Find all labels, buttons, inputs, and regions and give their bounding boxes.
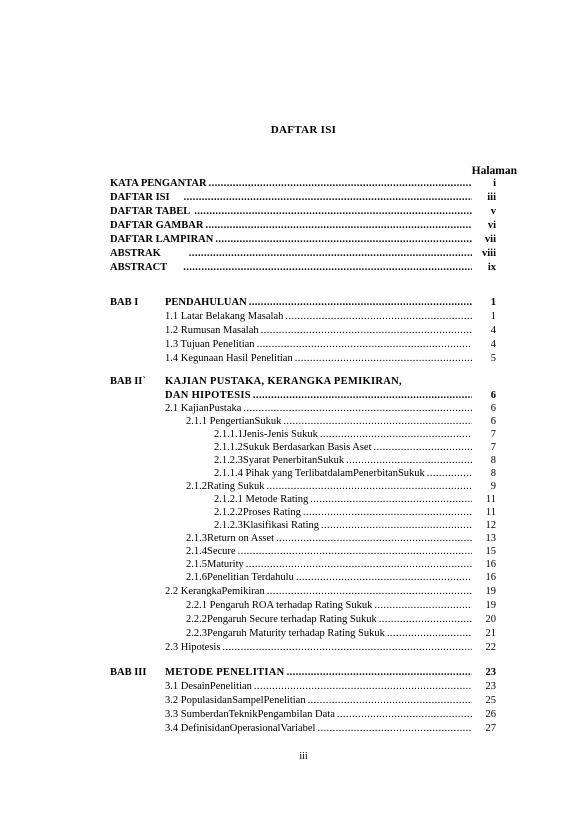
toc-page: 1 (490, 297, 496, 308)
toc-entry-kata-pengantar[interactable] (110, 177, 496, 191)
toc-entry[interactable] (165, 338, 496, 352)
toc-page: 19 (485, 586, 496, 597)
leader-dots (238, 545, 472, 559)
toc-label: ABSTRAK (110, 248, 161, 259)
leader-dots (321, 519, 472, 533)
toc-page: 26 (485, 709, 496, 720)
toc-label: 2.1 KajianPustaka (165, 403, 242, 414)
toc-label: 3.4 DefinisidanOperasionalVariabel (165, 723, 316, 734)
leader-dots (285, 310, 472, 324)
toc-entry-abstrak[interactable] (110, 247, 496, 261)
toc-page: iii (487, 192, 496, 203)
toc-entry[interactable] (165, 352, 496, 366)
toc-page: vii (484, 234, 496, 245)
leader-dots (267, 585, 472, 599)
leader-dots (183, 261, 472, 275)
toc-page: i (493, 178, 496, 189)
leader-dots (320, 428, 472, 442)
toc-page: 22 (485, 642, 496, 653)
toc-label: 2.1.2.3Syarat PenerbitanSukuk (214, 455, 345, 466)
toc-page: 4 (490, 325, 496, 336)
toc-label: 2.2 KerangkaPemikiran (165, 586, 265, 597)
toc-entry[interactable] (186, 627, 496, 641)
toc-label: 2.1.1.4 Pihak yang TerlibatdalamPenerbitanSukuk (214, 468, 425, 479)
toc-label: DAFTAR GAMBAR (110, 220, 204, 231)
toc-page: vi (487, 220, 496, 231)
toc-page: ix (487, 262, 496, 273)
leader-dots (254, 680, 472, 694)
chapter-number: BAB II` (110, 376, 146, 387)
toc-page: 13 (485, 533, 496, 544)
leader-dots (374, 599, 472, 613)
leader-dots (317, 722, 472, 736)
toc-label: 2.1.4Secure (186, 546, 236, 557)
leader-dots (295, 352, 472, 366)
toc-entry-daftar-lampiran[interactable] (110, 233, 496, 247)
leader-dots (194, 205, 472, 219)
toc-label: 3.2 PopulasidanSampelPenelitian (165, 695, 306, 706)
toc-page: 8 (490, 468, 496, 479)
toc-page: 23 (485, 681, 496, 692)
toc-page: 27 (485, 723, 496, 734)
toc-page: 6 (490, 390, 496, 401)
leader-dots (257, 338, 472, 352)
leader-dots (215, 233, 472, 247)
toc-entry[interactable] (214, 493, 496, 507)
leader-dots (337, 708, 472, 722)
toc-entry[interactable] (186, 571, 496, 585)
leader-dots (205, 219, 472, 233)
toc-entry[interactable] (214, 454, 496, 468)
toc-label: 2.1.6Penelitian Terdahulu (186, 572, 294, 583)
toc-page: 1 (490, 311, 496, 322)
leader-dots (379, 613, 472, 627)
toc-entry[interactable] (214, 467, 496, 481)
page-number: iii (299, 751, 308, 762)
leader-dots (189, 247, 472, 261)
toc-label: 2.1.1 PengertianSukuk (186, 416, 282, 427)
toc-entry[interactable] (186, 532, 496, 546)
chapter-number: BAB I (110, 297, 139, 308)
toc-entry[interactable] (214, 506, 496, 520)
leader-dots (246, 558, 472, 572)
toc-page: 21 (485, 628, 496, 639)
toc-label: 1.3 Tujuan Penelitian (165, 339, 255, 350)
toc-page: 12 (485, 520, 496, 531)
toc-label: 2.1.1.1Jenis-Jenis Sukuk (214, 429, 318, 440)
toc-label: 2.1.3Return on Asset (186, 533, 275, 544)
toc-entry-daftar-gambar[interactable] (110, 219, 496, 233)
toc-label: 2.1.1.2Sukuk Berdasarkan Basis Aset (214, 442, 372, 453)
toc-entry[interactable] (165, 680, 496, 694)
toc-entry-chapter-2[interactable] (165, 389, 496, 403)
toc-label: 2.3 Hipotesis (165, 642, 221, 653)
toc-label: 1.1 Latar Belakang Masalah (165, 311, 284, 322)
toc-label: DAN HIPOTESIS (165, 390, 251, 401)
toc-label: 2.2.2Pengaruh Secure terhadap Rating Sukuk (186, 614, 377, 625)
toc-entry[interactable] (186, 558, 496, 572)
toc-entry[interactable] (186, 545, 496, 559)
toc-page: 23 (485, 667, 496, 678)
leader-dots (249, 296, 472, 310)
toc-entry-daftar-isi[interactable] (110, 191, 496, 205)
toc-entry[interactable] (165, 641, 496, 655)
toc-page: 6 (490, 403, 496, 414)
leader-dots (296, 571, 472, 585)
leader-dots (253, 389, 472, 403)
toc-entry[interactable] (214, 441, 496, 455)
leader-dots (283, 415, 472, 429)
toc-page: 16 (485, 559, 496, 570)
toc-label: DAFTAR ISI (110, 192, 170, 203)
leader-dots (261, 324, 472, 338)
toc-entry[interactable] (165, 324, 496, 338)
leader-dots (276, 532, 472, 546)
leader-dots (184, 191, 472, 205)
toc-label: 2.1.2.2Proses Rating (214, 507, 301, 518)
toc-label: DAFTAR LAMPIRAN (110, 234, 214, 245)
toc-page: 25 (485, 695, 496, 706)
toc-entry-abstract[interactable] (110, 261, 496, 275)
toc-entry-chapter-3[interactable] (165, 666, 496, 680)
toc-page: viii (481, 248, 496, 259)
toc-entry[interactable] (186, 480, 496, 494)
leader-dots (310, 493, 472, 507)
toc-page: 4 (490, 339, 496, 350)
leader-dots (222, 641, 472, 655)
leader-dots (346, 454, 472, 468)
toc-entry[interactable] (165, 694, 496, 708)
toc-page: 20 (485, 614, 496, 625)
toc-page: 7 (490, 442, 496, 453)
toc-label: 2.2.3Pengaruh Maturity terhadap Rating Sukuk (186, 628, 385, 639)
toc-page: 19 (485, 600, 496, 611)
toc-entry-daftar-tabel[interactable] (110, 205, 496, 219)
halaman-header: Halaman (471, 165, 517, 177)
toc-page: 7 (490, 429, 496, 440)
toc-entry[interactable] (186, 415, 496, 429)
toc-label: DAFTAR TABEL (110, 206, 191, 217)
toc-page: 9 (490, 481, 496, 492)
leader-dots (266, 480, 472, 494)
chapter-title-line: KAJIAN PUSTAKA, KERANGKA PEMIKIRAN, (165, 376, 402, 387)
toc-page: 11 (485, 494, 496, 505)
toc-label: ABSTRACT (110, 262, 168, 273)
toc-page: 15 (485, 546, 496, 557)
leader-dots (374, 441, 473, 455)
leader-dots (308, 694, 472, 708)
toc-entry[interactable] (186, 599, 496, 613)
toc-entry[interactable] (186, 613, 496, 627)
leader-dots (209, 177, 472, 191)
toc-page: 6 (490, 416, 496, 427)
toc-page: 8 (490, 455, 496, 466)
toc-label: 1.2 Rumusan Masalah (165, 325, 259, 336)
leader-dots (427, 467, 472, 481)
toc-label: 2.1.2.1 Metode Rating (214, 494, 309, 505)
leader-dots (387, 627, 472, 641)
toc-label: 1.4 Kegunaan Hasil Penelitian (165, 353, 293, 364)
toc-entry[interactable] (165, 310, 496, 324)
toc-label: 2.1.2.3Klasifikasi Rating (214, 520, 319, 531)
toc-entry[interactable] (214, 428, 496, 442)
toc-label: 2.2.1 Pengaruh ROA terhadap Rating Sukuk (186, 600, 373, 611)
page-title: DAFTAR ISI (270, 124, 337, 136)
toc-entry[interactable] (165, 722, 496, 736)
toc-page: 5 (490, 353, 496, 364)
toc-label: 2.1.5Maturity (186, 559, 244, 570)
toc-entry[interactable] (165, 708, 496, 722)
toc-entry[interactable] (214, 519, 496, 533)
toc-label: 3.3 SumberdanTeknikPengambilan Data (165, 709, 335, 720)
toc-page: v (490, 206, 496, 217)
leader-dots (303, 506, 472, 520)
toc-entry-chapter-1[interactable] (165, 296, 496, 310)
toc-label: PENDAHULUAN (165, 297, 247, 308)
toc-label: 2.1.2Rating Sukuk (186, 481, 265, 492)
toc-page: 11 (485, 507, 496, 518)
leader-dots (287, 666, 472, 680)
toc-label: 3.1 DesainPenelitian (165, 681, 252, 692)
toc-page: 16 (485, 572, 496, 583)
chapter-number: BAB III (110, 667, 147, 678)
toc-label: KATA PENGANTAR (110, 178, 207, 189)
toc-entry[interactable] (165, 585, 496, 599)
leader-dots (243, 402, 472, 416)
toc-entry[interactable] (165, 402, 496, 416)
toc-label: METODE PENELITIAN (165, 667, 285, 678)
